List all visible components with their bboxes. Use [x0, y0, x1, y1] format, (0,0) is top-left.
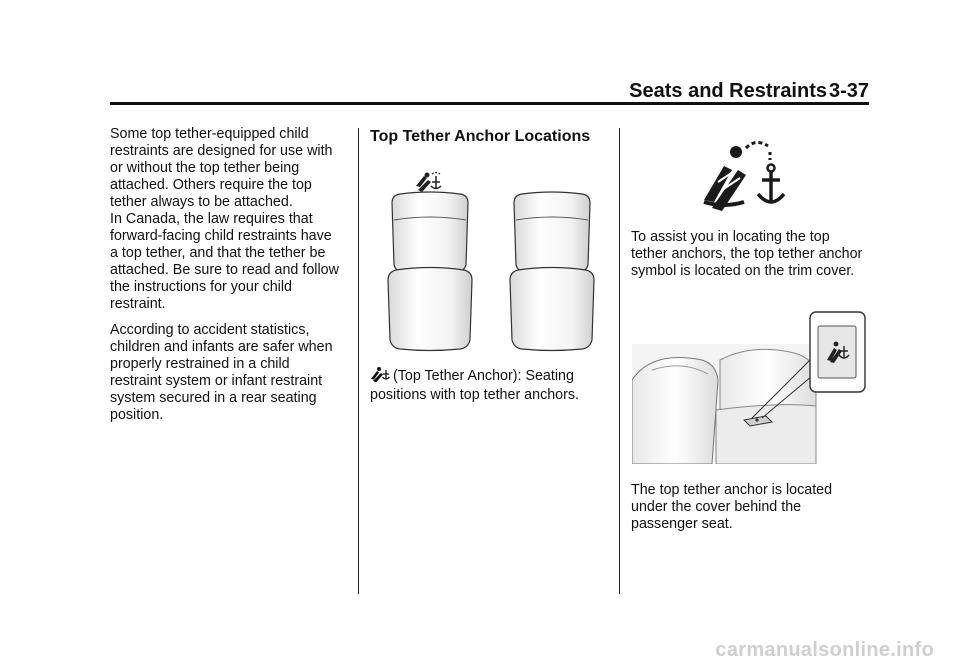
paragraph-tether-requirements: Some top tether-equipped child restraints are designed for use with or without the top tether being attached. Others require the top tether always to be attached. In Canada, the law requires that forward-facing child restraints have a top tether, and that the tether be attached. Be sure to read and follow the instructions for your child restraint. — [110, 126, 339, 312]
page-number: 3-37 — [828, 80, 869, 102]
column-divider-left — [358, 128, 359, 594]
seat-left — [388, 192, 472, 351]
caption-text: (Top Tether Anchor): Seating positions with top tether anchors. — [370, 368, 580, 403]
paragraph-accident-statistics: According to accident statistics, children and infants are safer when properly restrained in a child restraint system or infant restraint system secured in a rear seating position. — [110, 322, 333, 423]
section-title: Seats and Restraints — [629, 80, 827, 102]
large-tether-anchor-symbol-icon — [700, 138, 790, 214]
footer-watermark: carmanualsonline.info — [715, 639, 934, 661]
figure-caption — [370, 366, 610, 404]
column-right — [631, 229, 871, 289]
section-heading: Top Tether Anchor Locations — [370, 128, 591, 145]
column-right-lower — [631, 482, 871, 533]
column-left — [110, 126, 350, 433]
paragraph-anchor-location: The top tether anchor is located under the cover behind the passenger seat. — [631, 482, 833, 532]
column-middle — [370, 126, 610, 145]
header-rule — [110, 102, 869, 105]
trim-cover-figure — [632, 310, 868, 464]
paragraph-symbol-location: To assist you in locating the top tether anchors, the top tether anchor symbol is located on the trim cover. — [631, 229, 863, 279]
tether-anchor-symbol-icon — [416, 173, 441, 193]
rear-seats-figure — [378, 168, 598, 354]
seat-right — [510, 192, 594, 351]
column-divider-right — [619, 128, 620, 594]
top-tether-anchor-icon — [370, 366, 390, 387]
